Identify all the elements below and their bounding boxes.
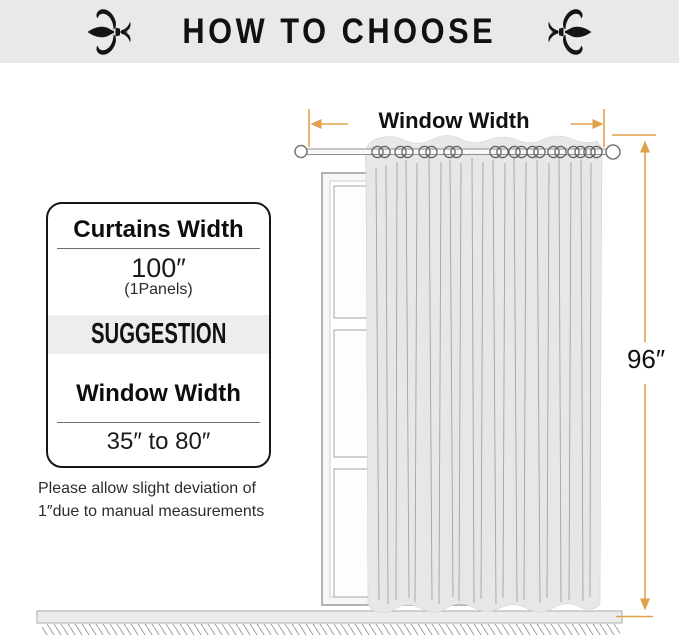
panels-note: (1Panels) xyxy=(124,281,193,298)
floor-hatching xyxy=(42,624,620,635)
divider xyxy=(57,248,260,249)
height-arrowhead-up xyxy=(640,141,650,153)
measurement-note-line2: 1″due to manual measurements xyxy=(38,503,265,520)
page-title: HOW TO CHOOSE xyxy=(182,11,497,51)
suggestion-band xyxy=(48,315,269,354)
height-arrowhead-down xyxy=(640,599,650,611)
info-box xyxy=(46,202,271,468)
curtains-width-label: Curtains Width xyxy=(73,216,244,243)
floor xyxy=(37,611,622,635)
curtain-height-dimension-label: 96″ xyxy=(620,344,672,375)
window-width-value: 35″ to 80″ xyxy=(106,428,211,455)
measurement-note-line1: Please allow slight deviation of xyxy=(38,480,256,497)
measurement-note xyxy=(38,477,264,523)
height-dimension xyxy=(612,135,656,617)
suggestion-label: SUGGESTION xyxy=(90,318,227,350)
width-arrowhead-left xyxy=(311,119,322,129)
rod-finial-right xyxy=(606,145,620,159)
fleur-de-lis-icon xyxy=(546,7,592,57)
rod-finial-left xyxy=(295,146,307,158)
curtain-panel xyxy=(365,136,602,613)
width-arrowhead-right xyxy=(593,119,604,129)
header-banner xyxy=(0,0,679,63)
divider xyxy=(57,422,260,423)
fleur-de-lis-icon xyxy=(87,7,133,57)
window-width-dimension-label: Window Width xyxy=(378,108,530,133)
curtains-width-value: 100″ xyxy=(131,253,186,283)
window-width-label: Window Width xyxy=(76,380,241,407)
